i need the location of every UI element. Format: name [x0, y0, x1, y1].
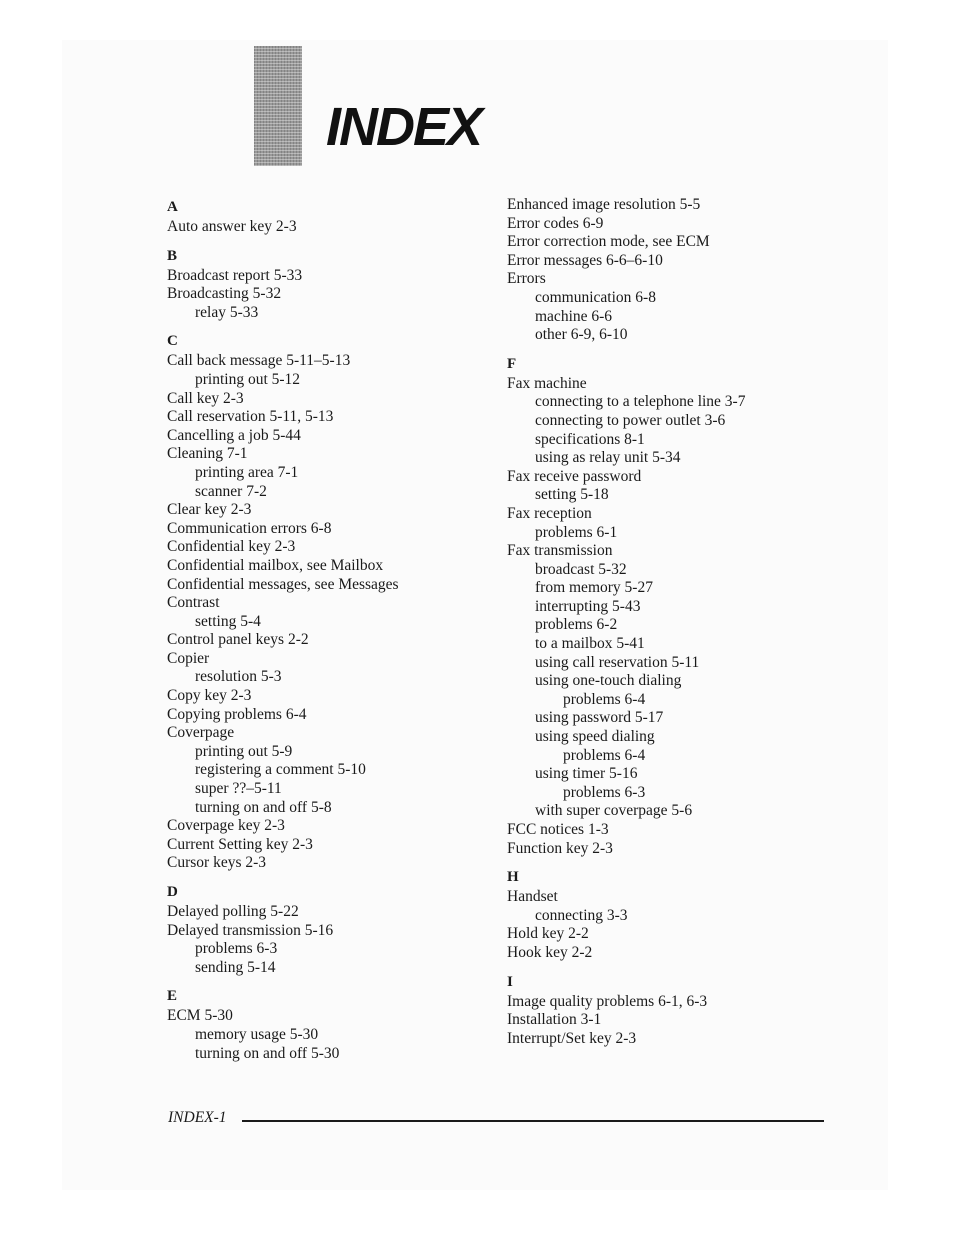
index-entry: Error messages 6-6–6-10 — [507, 251, 663, 269]
index-section — [507, 196, 807, 345]
index-section — [507, 971, 807, 1049]
index-entry: Hold key 2-2 — [507, 925, 589, 943]
index-entry: Cancelling a job 5-44 — [167, 426, 301, 444]
index-subentry: using speed dialing — [535, 728, 655, 746]
index-entry: Error correction mode, see ECM — [507, 233, 710, 251]
index-column-right — [507, 196, 807, 1048]
page-number: INDEX-1 — [168, 1109, 227, 1126]
index-section — [167, 985, 477, 1063]
index-entry: Confidential messages, see Messages — [167, 575, 399, 593]
index-subentry: printing out 5-9 — [195, 742, 293, 760]
index-entry: Call back message 5-11–5-13 — [167, 352, 351, 370]
index-subentry: to a mailbox 5-41 — [535, 635, 645, 653]
index-section — [507, 866, 807, 962]
section-letter: D — [167, 884, 178, 900]
index-subentry: connecting 3-3 — [535, 906, 628, 924]
index-entry: Hook key 2-2 — [507, 943, 593, 961]
index-entry: Interrupt/Set key 2-3 — [507, 1029, 637, 1047]
index-section — [167, 245, 477, 323]
index-subentry: broadcast 5-32 — [535, 560, 627, 578]
index-entry: Cleaning 7-1 — [167, 445, 248, 463]
section-letter: A — [167, 199, 178, 215]
index-entry: Clear key 2-3 — [167, 501, 252, 519]
index-column-left — [167, 196, 477, 1063]
index-subentry: machine 6-6 — [535, 307, 613, 325]
index-subentry: resolution 5-3 — [195, 668, 282, 686]
index-subentry: setting 5-18 — [535, 486, 609, 504]
index-entry: ECM 5-30 — [167, 1007, 233, 1025]
index-subentry: super ??–5-11 — [195, 780, 282, 798]
index-entry: Broadcasting 5-32 — [167, 285, 282, 303]
index-entry: Coverpage — [167, 724, 235, 742]
section-letter: F — [507, 355, 517, 372]
index-entry: Error codes 6-9 — [507, 214, 604, 232]
index-subentry: printing out 5-12 — [195, 370, 301, 388]
index-entry: Enhanced image resolution 5-5 — [507, 196, 701, 213]
section-letter: C — [167, 333, 178, 350]
index-entry: Communication errors 6-8 — [167, 519, 332, 537]
index-subentry: turning on and off 5-8 — [195, 798, 332, 816]
index-entry: Confidential key 2-3 — [167, 538, 296, 556]
index-entry: Current Setting key 2-3 — [167, 835, 313, 853]
index-entry: Coverpage key 2-3 — [167, 817, 285, 835]
page-title: INDEX — [326, 97, 482, 157]
index-subentry: printing area 7-1 — [195, 463, 299, 481]
index-entry: Cursor keys 2-3 — [167, 854, 267, 872]
index-entry: Copying problems 6-4 — [167, 705, 307, 723]
index-subentry: relay 5-33 — [195, 303, 259, 321]
index-subentry: memory usage 5-30 — [195, 1025, 319, 1043]
section-letter: B — [167, 247, 178, 264]
index-subentry: turning on and off 5-30 — [195, 1044, 340, 1062]
index-entry: Delayed polling 5-22 — [167, 903, 299, 920]
index-entry: Image quality problems 6-1, 6-3 — [507, 992, 708, 1010]
index-section — [167, 330, 477, 873]
index-entry: Confidential mailbox, see Mailbox — [167, 556, 384, 574]
index-subentry: using as relay unit 5-34 — [535, 449, 681, 467]
index-entry: Handset — [507, 888, 558, 906]
index-subentry: problems 6-4 — [563, 690, 646, 708]
index-subentry: connecting to power outlet 3-6 — [535, 411, 726, 429]
index-entry: Fax transmission — [507, 542, 613, 560]
index-subentry: connecting to a telephone line 3-7 — [535, 393, 746, 411]
section-letter: H — [507, 869, 519, 886]
index-entry: Auto answer key 2-3 — [167, 218, 297, 235]
index-entry: Fax machine — [507, 374, 587, 392]
index-subentry: specifications 8-1 — [535, 430, 645, 448]
index-entry: Copier — [167, 649, 210, 667]
index-entry: Copy key 2-3 — [167, 687, 252, 705]
index-subentry: setting 5-4 — [195, 612, 261, 630]
index-entry: FCC notices 1-3 — [507, 821, 609, 838]
index-subentry: problems 6-4 — [563, 746, 646, 764]
index-entry: Function key 2-3 — [507, 839, 613, 857]
index-entry: Fax receive password — [507, 467, 642, 485]
index-subentry: problems 6-2 — [535, 616, 618, 634]
index-subentry: using one-touch dialing — [535, 672, 682, 690]
title-tab-graphic — [254, 46, 302, 166]
index-entry: Call key 2-3 — [167, 389, 244, 407]
index-entry: Delayed transmission 5-16 — [167, 921, 334, 939]
index-section — [167, 881, 477, 977]
index-subentry: communication 6-8 — [535, 288, 656, 306]
index-subentry: using timer 5-16 — [535, 765, 638, 783]
index-section — [507, 353, 807, 858]
index-entry: Control panel keys 2-2 — [167, 631, 309, 649]
index-entry: Broadcast report 5-33 — [167, 266, 303, 284]
index-section — [167, 196, 477, 237]
index-subentry: other 6-9, 6-10 — [535, 326, 628, 344]
index-entry: Errors — [507, 270, 546, 288]
index-entry: Contrast — [167, 594, 220, 612]
section-letter: E — [167, 988, 178, 1005]
index-subentry: sending 5-14 — [195, 958, 276, 976]
index-subentry: scanner 7-2 — [195, 482, 267, 500]
index-subentry: problems 6-3 — [563, 783, 646, 801]
index-subentry: interrupting 5-43 — [535, 597, 641, 615]
index-entry: Call reservation 5-11, 5-13 — [167, 408, 334, 426]
index-entry: Fax reception — [507, 504, 592, 522]
index-subentry: using password 5-17 — [535, 709, 664, 727]
index-subentry: problems 6-1 — [535, 523, 618, 541]
index-subentry: registering a comment 5-10 — [195, 761, 366, 779]
index-subentry: with super coverpage 5-6 — [535, 802, 693, 820]
index-subentry: from memory 5-27 — [535, 579, 653, 597]
footer-rule — [242, 1120, 824, 1122]
index-entry: Installation 3-1 — [507, 1011, 602, 1029]
index-subentry: problems 6-3 — [195, 940, 278, 958]
index-subentry: using call reservation 5-11 — [535, 653, 700, 671]
section-letter: I — [507, 973, 513, 990]
